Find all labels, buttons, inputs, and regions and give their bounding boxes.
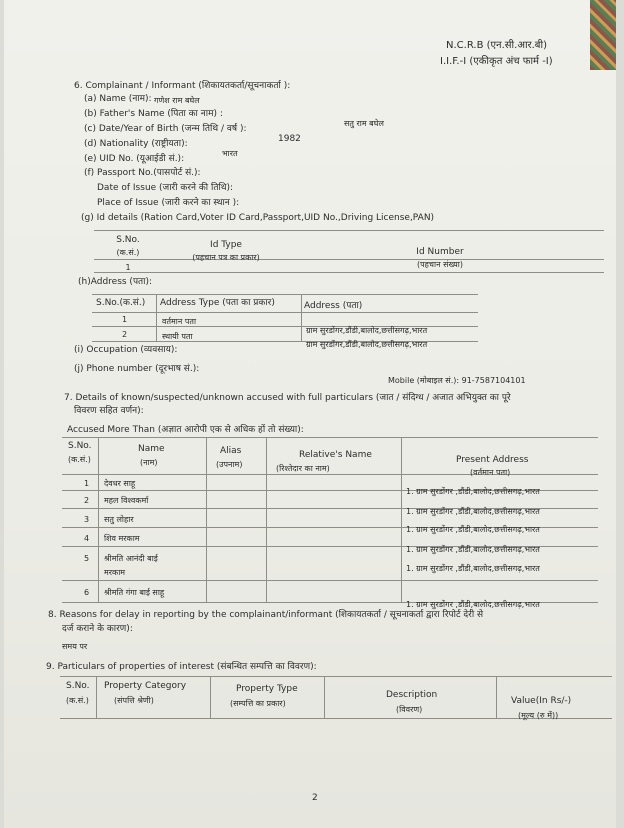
acc-row-sno: 5 <box>84 554 90 563</box>
addr-th-address: Address (पता) <box>304 301 363 311</box>
prop-th-sno-hi: (क.सं.) <box>66 696 89 705</box>
occupation-label: (i) Occupation (व्यवसाय): <box>74 345 178 355</box>
dob-value: 1982 <box>278 134 301 144</box>
acc-th-alias-hi: (उपनाम) <box>216 460 243 469</box>
acc-row-name-cont: मरकाम <box>104 568 126 577</box>
passport-label: (f) Passport No.(पासपोर्ट सं.): <box>84 168 201 178</box>
addr-row2-sno: 2 <box>122 330 128 339</box>
id-th-number: Id Number <box>416 247 464 257</box>
prop-th-sno: S.No. <box>66 681 90 691</box>
father-name-label: (b) Father's Name (पिता का नाम) : <box>84 109 223 119</box>
name-value: गणेश राम बघेल <box>154 96 200 105</box>
acc-row-name: शिव मरकाम <box>104 534 140 543</box>
prop-th-description: Description <box>386 690 438 700</box>
acc-th-alias: Alias <box>220 446 242 456</box>
addr-row1-type: वर्तमान पता <box>162 317 197 326</box>
acc-th-sno: S.No. <box>68 441 92 451</box>
acc-row-name: देवधर साहू <box>104 479 136 488</box>
acc-row-address: 1. ग्राम सुरडोंगर ,डौंडी,बालोद,छत्तीसगढ़,भारत <box>406 487 540 496</box>
delay-reason-value: समय पर <box>62 642 88 651</box>
page-number: 2 <box>312 793 318 803</box>
acc-row-address: 1. ग्राम सुरडोंगर ,डौंडी,बालोद,छत्तीसगढ़,भारत <box>406 507 540 516</box>
acc-row-name: श्रीमति आनंदी बाई <box>104 554 158 563</box>
acc-row-name: महल विश्वकर्मा <box>104 496 149 505</box>
id-details-title: (g) Id details (Ration Card,Voter ID Card,Passport,UID No.,Driving License,PAN) <box>81 213 435 223</box>
prop-th-category: Property Category <box>104 681 187 691</box>
ncrb-header: N.C.R.B (एन.सी.आर.बी) <box>446 40 548 51</box>
addr-row1-value: ग्राम सुरडोंगर,डौंडी,बालोद,छत्तीसगढ़,भारत <box>306 326 428 335</box>
addr-th-sno: S.No.(क.सं.) <box>96 298 146 308</box>
acc-row-address: 1. ग्राम सुरडोंगर ,डौंडी,बालोद,छत्तीसगढ़,भारत <box>406 564 540 573</box>
prop-th-value-hi: (मूल्य (रु में)) <box>518 711 559 720</box>
prop-th-category-hi: (संपत्ति श्रेणी) <box>114 696 154 705</box>
section-7-title: 7. Details of known/suspected/unknown accused with full particulars (जात / संदिग्ध / अजात अभियुक्त का पूरे <box>64 393 511 403</box>
acc-row-address: 1. ग्राम सुरडोंगर ,डौंडी,बालोद,छत्तीसगढ़,भारत <box>406 600 540 609</box>
document-page <box>4 0 616 828</box>
section-8-title-cont: दर्ज कराने के कारण): <box>62 624 133 634</box>
addr-th-type: Address Type (पता का प्रकार) <box>160 298 275 308</box>
acc-row-sno: 2 <box>84 496 90 505</box>
acc-th-relative: Relative's Name <box>299 450 372 460</box>
acc-row-sno: 3 <box>84 515 90 524</box>
nationality-value: भारत <box>222 149 238 158</box>
father-name-value: सतु राम बघेल <box>344 119 384 128</box>
section-7-title-cont: विवरण सहित वर्णन): <box>74 406 144 416</box>
id-th-type: Id Type <box>210 240 242 250</box>
accused-more-than: Accused More Than (अज्ञात आरोपी एक से अधिक हों तो संख्या): <box>67 425 304 435</box>
address-title: (h)Address (पता): <box>78 277 153 287</box>
form-header: I.I.F.-I (एकीकृत अंच फार्म -I) <box>440 56 553 67</box>
acc-th-name-hi: (नाम) <box>140 458 158 467</box>
nationality-label: (d) Nationality (राष्ट्रीयता): <box>84 139 188 149</box>
acc-row-address: 1. ग्राम सुरडोंगर ,डौंडी,बालोद,छत्तीसगढ़,भारत <box>406 525 540 534</box>
id-row-sno: 1 <box>125 263 131 272</box>
acc-row-name: सतु लोहार <box>104 515 134 524</box>
prop-th-type: Property Type <box>236 684 298 694</box>
acc-th-address: Present Address <box>456 455 529 465</box>
acc-row-address: 1. ग्राम सुरडोंगर ,डौंडी,बालोद,छत्तीसगढ़,भारत <box>406 545 540 554</box>
prop-th-type-hi: (सम्पत्ति का प्रकार) <box>230 699 286 708</box>
id-th-type-hi: (पहचान पत्र का प्रकार) <box>192 253 260 262</box>
section-8-title: 8. Reasons for delay in reporting by the complainant/informant (शिकायतकर्ता / सूचनाकर्ता द्वारा रिपोर्ट देरी से <box>48 610 484 620</box>
id-th-sno: S.No. <box>116 235 140 245</box>
mobile-number: Mobile (मोबाइल सं.): 91-7587104101 <box>388 376 526 385</box>
acc-row-name: श्रीमति गंगा बाई साहू <box>104 588 165 597</box>
acc-row-sno: 1 <box>84 479 90 488</box>
acc-row-sno: 6 <box>84 588 90 597</box>
date-of-issue-label: Date of Issue (जारी करने की तिथि): <box>97 183 234 193</box>
background-cloth <box>590 0 616 70</box>
id-th-sno-hi: (क.सं.) <box>116 248 140 257</box>
prop-th-value: Value(In Rs/-) <box>511 696 572 706</box>
acc-th-sno-hi: (क.सं.) <box>68 455 91 464</box>
acc-th-relative-hi: (रिश्तेदार का नाम) <box>276 464 330 473</box>
addr-row2-type: स्थायी पता <box>162 332 193 341</box>
section-9-title: 9. Particulars of properties of interest (संबन्धित सम्पत्ति का विवरण): <box>46 662 317 672</box>
section-6-title: 6. Complainant / Informant (शिकायतकर्ता/सूचनाकर्ता ): <box>74 81 291 91</box>
addr-row1-sno: 1 <box>122 315 128 324</box>
addr-row2-value: ग्राम सुरडोंगर,डौंडी,बालोद,छत्तीसगढ़,भारत <box>306 340 428 349</box>
uid-label: (e) UID No. (यूआईडी सं.): <box>84 154 185 164</box>
dob-label: (c) Date/Year of Birth (जन्म तिथि / वर्ष ): <box>84 124 247 134</box>
place-of-issue-label: Place of Issue (जारी करने का स्थान ): <box>97 198 240 208</box>
id-th-number-hi: (पहचान संख्या) <box>417 260 463 269</box>
acc-th-name: Name <box>138 444 165 454</box>
phone-label: (j) Phone number (दूरभाष सं.): <box>74 364 200 374</box>
acc-row-sno: 4 <box>84 534 90 543</box>
prop-th-description-hi: (विवरण) <box>396 705 423 714</box>
acc-th-address-hi: (वर्तमान पता) <box>470 468 511 477</box>
name-label: (a) Name (नाम): <box>84 94 152 104</box>
